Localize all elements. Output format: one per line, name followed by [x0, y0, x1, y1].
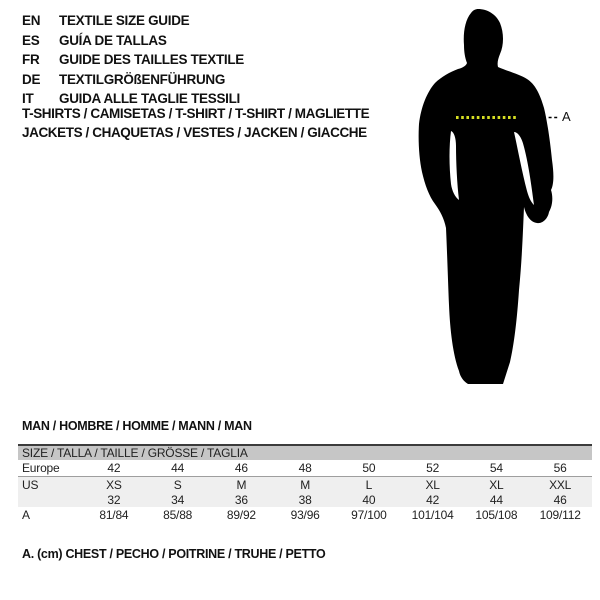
cell: 81/84: [82, 507, 146, 523]
cell: S: [146, 477, 210, 493]
language-row-fr: [22, 50, 244, 70]
cell: 46: [210, 460, 274, 477]
cell: L: [337, 477, 401, 493]
language-row-es: [22, 31, 244, 51]
language-code: EN: [22, 13, 41, 28]
cell: 97/100: [337, 507, 401, 523]
row-label: A: [18, 507, 82, 523]
cell: 32: [82, 492, 146, 507]
row-label: Europe: [18, 460, 82, 477]
size-table: [18, 444, 592, 523]
section-title-man: MAN / HOMBRE / HOMME / MANN / MAN: [22, 419, 252, 433]
row-label: [18, 492, 82, 507]
language-code: ES: [22, 32, 40, 48]
category-line-tshirts: T-SHIRTS / CAMISETAS / T-SHIRT / T-SHIRT / MAGLIETTE: [22, 106, 370, 121]
cell: 34: [146, 492, 210, 507]
cell: XXL: [528, 477, 592, 493]
man-silhouette: [419, 9, 554, 384]
cell: XS: [82, 477, 146, 493]
cell: M: [210, 477, 274, 493]
language-label: GUÍA DE TALLAS: [59, 32, 167, 48]
cell: 48: [273, 460, 337, 477]
cell: 52: [401, 460, 465, 477]
language-code: IT: [22, 91, 34, 106]
language-guide-list: [22, 11, 244, 109]
size-table-header-row: [18, 445, 592, 460]
cell: 42: [401, 492, 465, 507]
category-line-jackets: JACKETS / CHAQUETAS / VESTES / JACKEN / GIACCHE: [22, 124, 367, 140]
measure-a-footnote: A. (cm) CHEST / PECHO / POITRINE / TRUHE / PETTO: [22, 547, 326, 561]
cell: 38: [273, 492, 337, 507]
cell: XL: [401, 477, 465, 493]
row-label: US: [18, 477, 82, 493]
cell: 54: [465, 460, 529, 477]
table-row-us: [18, 477, 592, 493]
table-row-a-chest: [18, 507, 592, 523]
language-label: GUIDE DES TAILLES TEXTILE: [59, 52, 245, 67]
language-code: DE: [22, 71, 41, 87]
cell: 50: [337, 460, 401, 477]
cell: XL: [465, 477, 529, 493]
cell: 44: [146, 460, 210, 477]
language-row-de: [22, 70, 244, 90]
language-label: GUIDA ALLE TAGLIE TESSILI: [59, 91, 240, 106]
cell: 46: [528, 492, 592, 507]
cell: 40: [337, 492, 401, 507]
measure-a-label: A: [562, 109, 571, 124]
language-label: TEXTILE SIZE GUIDE: [59, 13, 190, 28]
cell: 42: [82, 460, 146, 477]
cell: 85/88: [146, 507, 210, 523]
table-row-numeric: [18, 492, 592, 507]
size-table-header: SIZE / TALLA / TAILLE / GRÖSSE / TAGLIA: [18, 445, 592, 460]
cell: 89/92: [210, 507, 274, 523]
cell: 93/96: [273, 507, 337, 523]
cell: 109/112: [528, 507, 592, 523]
cell: 105/108: [465, 507, 529, 523]
cell: 44: [465, 492, 529, 507]
man-silhouette-figure: [395, 0, 600, 400]
cell: 101/104: [401, 507, 465, 523]
language-label: TEXTILGRÖßENFÜHRUNG: [59, 71, 226, 87]
language-row-en: [22, 11, 244, 31]
table-row-europe: [18, 460, 592, 477]
cell: M: [273, 477, 337, 493]
cell: 36: [210, 492, 274, 507]
garment-categories: [22, 105, 369, 142]
language-code: FR: [22, 52, 40, 67]
cell: 56: [528, 460, 592, 477]
